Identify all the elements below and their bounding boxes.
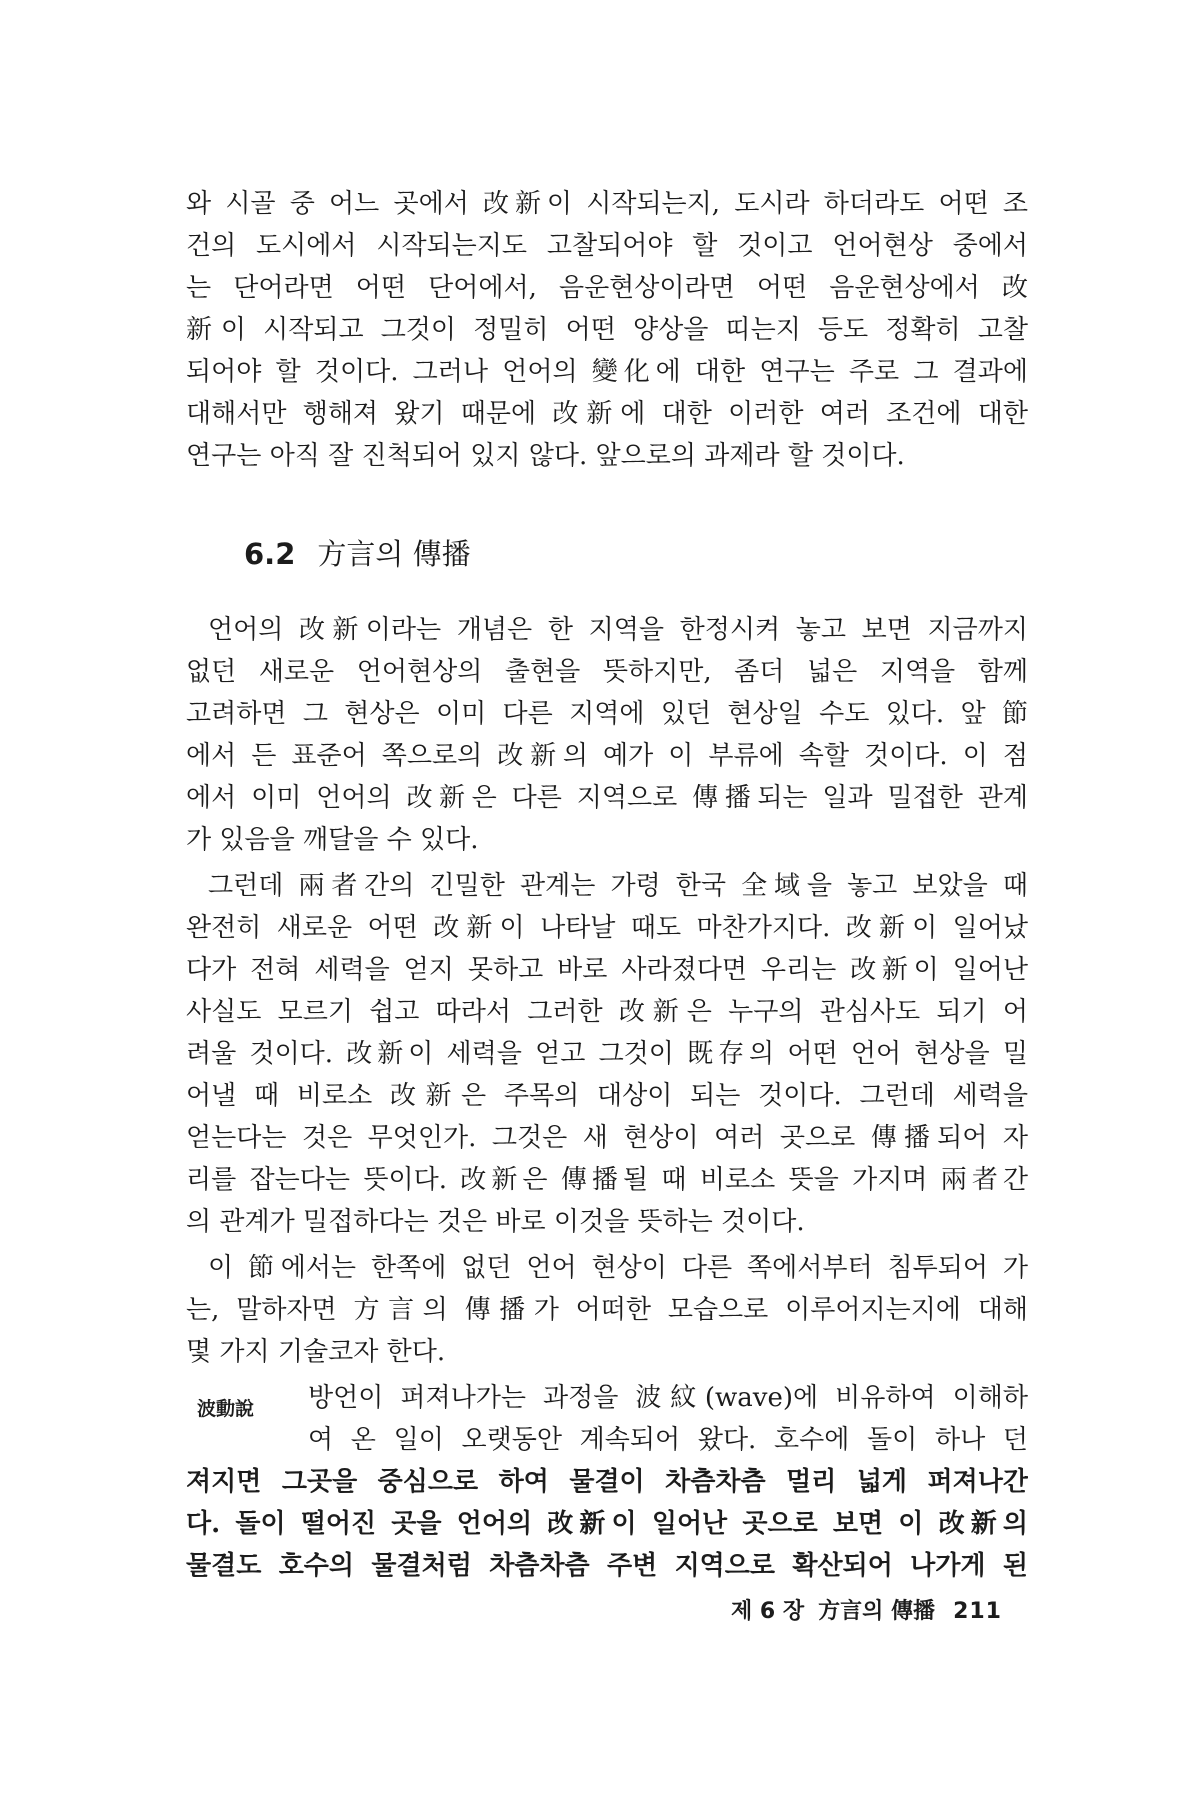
text-line: 에서 이미 언어의 改新은 다른 지역으로 傳播되는 일과 밀접한 관계 <box>186 783 1028 813</box>
text-line: 가 있음을 깨달을 수 있다. <box>186 825 479 855</box>
text-line: 완전히 새로운 어떤 改新이 나타날 때도 마찬가지다. 改新이 일어났 <box>186 913 1028 943</box>
text-line: 다. 돌이 떨어진 곳을 언어의 改新이 일어난 곳으로 보면 이 改新의 <box>186 1509 1028 1539</box>
text-line: 다가 전혀 세력을 얻지 못하고 바로 사라졌다면 우리는 改新이 일어난 <box>186 955 1028 985</box>
text-line: 에서 든 표준어 쪽으로의 改新의 예가 이 부류에 속할 것이다. 이 점 <box>186 741 1028 771</box>
page-footer <box>731 1596 1002 1628</box>
section-title: 方言의 傳播 <box>317 537 471 571</box>
text-line: 고려하면 그 현상은 이미 다른 지역에 있던 현상일 수도 있다. 앞 節 <box>186 699 1028 729</box>
text-line: 물결도 호수의 물결처럼 차츰차츰 주변 지역으로 확산되어 나가게 된 <box>186 1551 1028 1581</box>
text-line: 건의 도시에서 시작되는지도 고찰되어야 할 것이고 언어현상 중에서 <box>186 231 1028 261</box>
text-line: 리를 잡는다는 뜻이다. 改新은 傳播될 때 비로소 뜻을 가지며 兩者간 <box>186 1165 1028 1195</box>
text-line: 新이 시작되고 그것이 정밀히 어떤 양상을 띠는지 등도 정확히 고찰 <box>186 315 1028 345</box>
text-line: 의 관계가 밀접하다는 것은 바로 이것을 뜻하는 것이다. <box>186 1207 805 1237</box>
text-line: 어낼 때 비로소 改新은 주목의 대상이 되는 것이다. 그런데 세력을 <box>186 1081 1028 1111</box>
text-line: 이 節에서는 한쪽에 없던 언어 현상이 다른 쪽에서부터 침투되어 가 <box>208 1253 1028 1283</box>
section-number: 6.2 <box>244 537 296 571</box>
text-line: 져지면 그곳을 중심으로 하여 물결이 차츰차츰 멀리 넓게 퍼져나간 <box>186 1467 1028 1497</box>
text-line: 방언이 퍼져나가는 과정을 波紋(wave)에 비유하여 이해하 <box>308 1383 1028 1413</box>
text-line: 려울 것이다. 改新이 세력을 얻고 그것이 既存의 어떤 언어 현상을 밀 <box>186 1039 1028 1069</box>
text-line: 대해서만 행해져 왔기 때문에 改新에 대한 이러한 여러 조건에 대한 <box>186 399 1028 429</box>
margin-note-wave-theory: 波動說 <box>197 1398 255 1420</box>
section-heading <box>244 532 471 576</box>
text-line: 그런데 兩者간의 긴밀한 관계는 가령 한국 全域을 놓고 보았을 때 <box>208 871 1028 901</box>
text-line: 여 온 일이 오랫동안 계속되어 왔다. 호수에 돌이 하나 던 <box>308 1425 1028 1455</box>
page-number: 211 <box>953 1599 1002 1624</box>
footer-chapter: 제 6 장 <box>731 1599 805 1624</box>
text-line: 언어의 改新이라는 개념은 한 지역을 한정시켜 놓고 보면 지금까지 <box>208 615 1028 645</box>
text-line: 사실도 모르기 쉽고 따라서 그러한 改新은 누구의 관심사도 되기 어 <box>186 997 1028 1027</box>
text-line: 는, 말하자면 方言의 傳播가 어떠한 모습으로 이루어지는지에 대해 <box>186 1295 1028 1325</box>
text-line: 와 시골 중 어느 곳에서 改新이 시작되는지, 도시라 하더라도 어떤 조 <box>186 189 1028 219</box>
text-line: 는 단어라면 어떤 단어에서, 음운현상이라면 어떤 음운현상에서 改 <box>186 273 1028 303</box>
footer-title: 方言의 傳播 <box>818 1599 936 1624</box>
text-line: 없던 새로운 언어현상의 출현을 뜻하지만, 좀더 넓은 지역을 함께 <box>186 657 1028 687</box>
text-line: 연구는 아직 잘 진척되어 있지 않다. 앞으로의 과제라 할 것이다. <box>186 441 905 471</box>
text-line: 되어야 할 것이다. 그러나 언어의 變化에 대한 연구는 주로 그 결과에 <box>186 357 1028 387</box>
text-line: 몇 가지 기술코자 한다. <box>186 1337 446 1367</box>
text-line: 얻는다는 것은 무엇인가. 그것은 새 현상이 여러 곳으로 傳播되어 자 <box>186 1123 1028 1153</box>
